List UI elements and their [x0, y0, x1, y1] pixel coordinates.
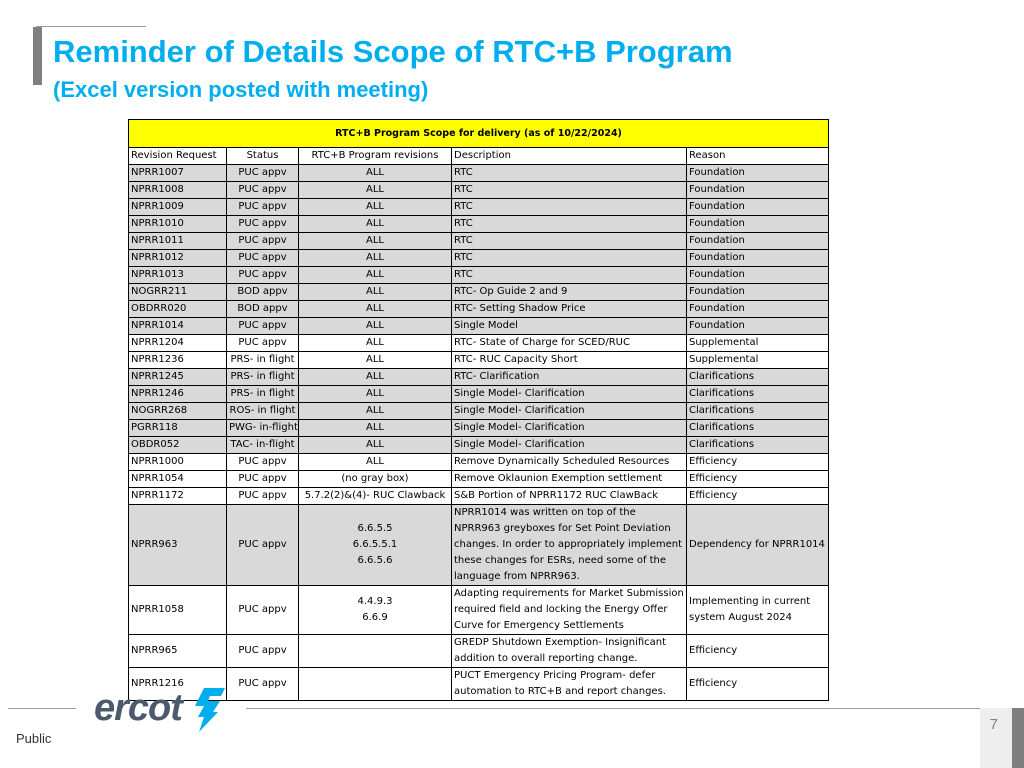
cell-description: RTC: [452, 250, 687, 267]
cell-reason: Dependency for NPRR1014: [687, 505, 829, 586]
table-row: [129, 284, 829, 301]
cell-program-revisions: [299, 199, 452, 216]
cell-description: Single Model- Clarification: [452, 386, 687, 403]
page-number-accent-bar: [1012, 708, 1024, 768]
cell-revision-request: NPRR1007: [129, 165, 227, 182]
cell-reason: Foundation: [687, 301, 829, 318]
table-row: [129, 668, 829, 701]
cell-reason: Foundation: [687, 318, 829, 335]
header-status: Status: [227, 148, 299, 165]
table-header-row: [129, 148, 829, 165]
cell-revision-request: NPRR1058: [129, 586, 227, 635]
cell-program-revisions: [299, 335, 452, 352]
revision-section: ALL: [366, 320, 384, 331]
cell-revision-request: NOGRR268: [129, 403, 227, 420]
table-row: [129, 165, 829, 182]
cell-reason: Supplemental: [687, 335, 829, 352]
revision-section: ALL: [366, 337, 384, 348]
cell-status: PUC appv: [227, 335, 299, 352]
lightning-bolt-icon: [195, 688, 225, 732]
logo-wordmark: ercot: [94, 687, 182, 729]
cell-description: NPRR1014 was written on top of the NPRR963 greyboxes for Set Point Deviation changes. In order to appropriately implement these changes for ESRs, need some of the language from NPRR963.: [452, 505, 687, 586]
cell-reason: Efficiency: [687, 471, 829, 488]
ercot-logo: [94, 684, 228, 734]
revision-section: 5.7.2(2)&(4)- RUC Clawback: [304, 490, 446, 501]
cell-description: RTC: [452, 165, 687, 182]
cell-program-revisions: [299, 505, 452, 586]
cell-revision-request: PGRR118: [129, 420, 227, 437]
table-row: [129, 635, 829, 668]
cell-reason: Efficiency: [687, 668, 829, 701]
footer-rule-left: [8, 708, 76, 709]
cell-description: RTC: [452, 267, 687, 284]
cell-status: PRS- in flight: [227, 386, 299, 403]
table-row: [129, 182, 829, 199]
cell-reason: Foundation: [687, 267, 829, 284]
cell-status: PUC appv: [227, 165, 299, 182]
table-row: [129, 335, 829, 352]
cell-program-revisions: [299, 216, 452, 233]
cell-description: Single Model- Clarification: [452, 420, 687, 437]
cell-revision-request: NPRR1246: [129, 386, 227, 403]
cell-reason: Clarifications: [687, 420, 829, 437]
cell-revision-request: OBDRR020: [129, 301, 227, 318]
cell-status: BOD appv: [227, 301, 299, 318]
cell-program-revisions: [299, 437, 452, 454]
cell-description: RTC- Op Guide 2 and 9: [452, 284, 687, 301]
revision-section: ALL: [366, 354, 384, 365]
slide-title: Reminder of Details Scope of RTC+B Program: [53, 34, 733, 69]
table-row: [129, 420, 829, 437]
cell-program-revisions: [299, 250, 452, 267]
table-row: [129, 267, 829, 284]
cell-description: RTC- State of Charge for SCED/RUC: [452, 335, 687, 352]
cell-revision-request: OBDR052: [129, 437, 227, 454]
cell-description: RTC: [452, 216, 687, 233]
cell-description: RTC- RUC Capacity Short: [452, 352, 687, 369]
cell-status: PWG- in-flight: [227, 420, 299, 437]
cell-revision-request: NPRR1000: [129, 454, 227, 471]
cell-reason: Foundation: [687, 165, 829, 182]
cell-program-revisions: [299, 586, 452, 635]
cell-revision-request: NPRR1236: [129, 352, 227, 369]
revision-section: 6.6.9: [362, 612, 388, 623]
table-row: [129, 488, 829, 505]
classification-label: Public: [16, 731, 52, 746]
cell-description: RTC: [452, 233, 687, 250]
cell-revision-request: NPRR1009: [129, 199, 227, 216]
cell-reason: Foundation: [687, 199, 829, 216]
cell-status: PRS- in flight: [227, 369, 299, 386]
cell-reason: Efficiency: [687, 454, 829, 471]
cell-description: Single Model: [452, 318, 687, 335]
revision-section: ALL: [366, 235, 384, 246]
cell-revision-request: NPRR1172: [129, 488, 227, 505]
cell-revision-request: NPRR965: [129, 635, 227, 668]
scope-table: [128, 119, 829, 701]
cell-program-revisions: [299, 233, 452, 250]
title-accent-bar: [33, 27, 42, 85]
header-program-revisions: RTC+B Program revisions: [299, 148, 452, 165]
cell-status: PUC appv: [227, 318, 299, 335]
cell-revision-request: NPRR1245: [129, 369, 227, 386]
cell-status: PUC appv: [227, 182, 299, 199]
revision-section: ALL: [366, 303, 384, 314]
cell-status: PUC appv: [227, 233, 299, 250]
header-description: Description: [452, 148, 687, 165]
cell-program-revisions: [299, 403, 452, 420]
cell-status: PUC appv: [227, 216, 299, 233]
cell-status: PUC appv: [227, 668, 299, 701]
cell-revision-request: NPRR963: [129, 505, 227, 586]
cell-status: PUC appv: [227, 586, 299, 635]
cell-reason: Efficiency: [687, 488, 829, 505]
cell-program-revisions: [299, 420, 452, 437]
slide-subtitle: (Excel version posted with meeting): [53, 77, 429, 102]
cell-description: RTC: [452, 199, 687, 216]
cell-description: Single Model- Clarification: [452, 403, 687, 420]
cell-status: PUC appv: [227, 454, 299, 471]
cell-reason: Foundation: [687, 233, 829, 250]
cell-reason: Clarifications: [687, 386, 829, 403]
revision-section: ALL: [366, 218, 384, 229]
cell-reason: Foundation: [687, 182, 829, 199]
cell-revision-request: NPRR1013: [129, 267, 227, 284]
cell-program-revisions: [299, 284, 452, 301]
table-row: [129, 386, 829, 403]
top-rule: [36, 26, 146, 27]
table-row: [129, 250, 829, 267]
cell-description: S&B Portion of NPRR1172 RUC ClawBack: [452, 488, 687, 505]
cell-revision-request: NOGRR211: [129, 284, 227, 301]
revision-section: ALL: [366, 422, 384, 433]
cell-program-revisions: [299, 369, 452, 386]
table-row: [129, 437, 829, 454]
cell-reason: Foundation: [687, 250, 829, 267]
cell-program-revisions: [299, 165, 452, 182]
cell-description: Remove Oklaunion Exemption settlement: [452, 471, 687, 488]
cell-status: PUC appv: [227, 471, 299, 488]
revision-section: ALL: [366, 371, 384, 382]
revision-section: ALL: [366, 439, 384, 450]
cell-program-revisions: [299, 318, 452, 335]
cell-reason: Efficiency: [687, 635, 829, 668]
cell-program-revisions: [299, 182, 452, 199]
cell-status: PUC appv: [227, 250, 299, 267]
cell-description: Remove Dynamically Scheduled Resources: [452, 454, 687, 471]
revision-section: 6.6.5.5.1: [352, 539, 398, 550]
revision-section: ALL: [366, 252, 384, 263]
header-revision-request: Revision Request: [129, 148, 227, 165]
cell-program-revisions: [299, 471, 452, 488]
cell-description: RTC: [452, 182, 687, 199]
footer-rule-right: [246, 708, 980, 709]
scope-table-body: [129, 120, 829, 701]
revision-section: ALL: [366, 184, 384, 195]
cell-status: TAC- in-flight: [227, 437, 299, 454]
table-row: [129, 369, 829, 386]
revision-section: 6.6.5.5: [357, 523, 393, 534]
revision-section: ALL: [366, 456, 384, 467]
cell-description: Adapting requirements for Market Submission required field and locking the Energy Offer Curve for Emergency Settlements: [452, 586, 687, 635]
cell-program-revisions: [299, 635, 452, 668]
cell-reason: Clarifications: [687, 437, 829, 454]
cell-description: Single Model- Clarification: [452, 437, 687, 454]
table-row: [129, 318, 829, 335]
cell-status: BOD appv: [227, 284, 299, 301]
cell-status: ROS- in flight: [227, 403, 299, 420]
revision-section: 4.4.9.3: [357, 596, 393, 607]
table-row: [129, 586, 829, 635]
table-row: [129, 471, 829, 488]
cell-reason: Foundation: [687, 284, 829, 301]
cell-revision-request: NPRR1010: [129, 216, 227, 233]
revision-section: ALL: [366, 388, 384, 399]
header-reason: Reason: [687, 148, 829, 165]
cell-revision-request: NPRR1054: [129, 471, 227, 488]
revision-section: 6.6.5.6: [357, 555, 393, 566]
cell-status: PUC appv: [227, 635, 299, 668]
cell-reason: Supplemental: [687, 352, 829, 369]
table-row: [129, 216, 829, 233]
cell-description: GREDP Shutdown Exemption- Insignificant addition to overall reporting change.: [452, 635, 687, 668]
cell-revision-request: NPRR1012: [129, 250, 227, 267]
cell-reason: Clarifications: [687, 369, 829, 386]
table-row: [129, 233, 829, 250]
cell-status: PUC appv: [227, 488, 299, 505]
cell-program-revisions: [299, 386, 452, 403]
revision-section: ALL: [366, 167, 384, 178]
table-row: [129, 454, 829, 471]
cell-revision-request: NPRR1014: [129, 318, 227, 335]
revision-section: ALL: [366, 286, 384, 297]
cell-revision-request: NPRR1011: [129, 233, 227, 250]
table-caption-row: [129, 120, 829, 148]
revision-section: (no gray box): [341, 473, 409, 484]
table-row: [129, 301, 829, 318]
cell-reason: Clarifications: [687, 403, 829, 420]
table-row: [129, 403, 829, 420]
cell-program-revisions: [299, 668, 452, 701]
revision-section: ALL: [366, 405, 384, 416]
cell-program-revisions: [299, 488, 452, 505]
table-row: [129, 505, 829, 586]
cell-status: PRS- in flight: [227, 352, 299, 369]
cell-program-revisions: [299, 352, 452, 369]
cell-revision-request: NPRR1008: [129, 182, 227, 199]
cell-reason: Implementing in current system August 2024: [687, 586, 829, 635]
cell-status: PUC appv: [227, 505, 299, 586]
cell-description: RTC- Setting Shadow Price: [452, 301, 687, 318]
revision-section: ALL: [366, 201, 384, 212]
page-number: 7: [989, 716, 998, 733]
cell-revision-request: NPRR1216: [129, 668, 227, 701]
table-row: [129, 352, 829, 369]
table-row: [129, 199, 829, 216]
cell-status: PUC appv: [227, 199, 299, 216]
cell-reason: Foundation: [687, 216, 829, 233]
cell-revision-request: NPRR1204: [129, 335, 227, 352]
cell-program-revisions: [299, 267, 452, 284]
cell-program-revisions: [299, 454, 452, 471]
table-caption: RTC+B Program Scope for delivery (as of 10/22/2024): [129, 120, 829, 148]
revision-section: ALL: [366, 269, 384, 280]
cell-status: PUC appv: [227, 267, 299, 284]
cell-description: PUCT Emergency Pricing Program- defer automation to RTC+B and report changes.: [452, 668, 687, 701]
cell-program-revisions: [299, 301, 452, 318]
cell-description: RTC- Clarification: [452, 369, 687, 386]
